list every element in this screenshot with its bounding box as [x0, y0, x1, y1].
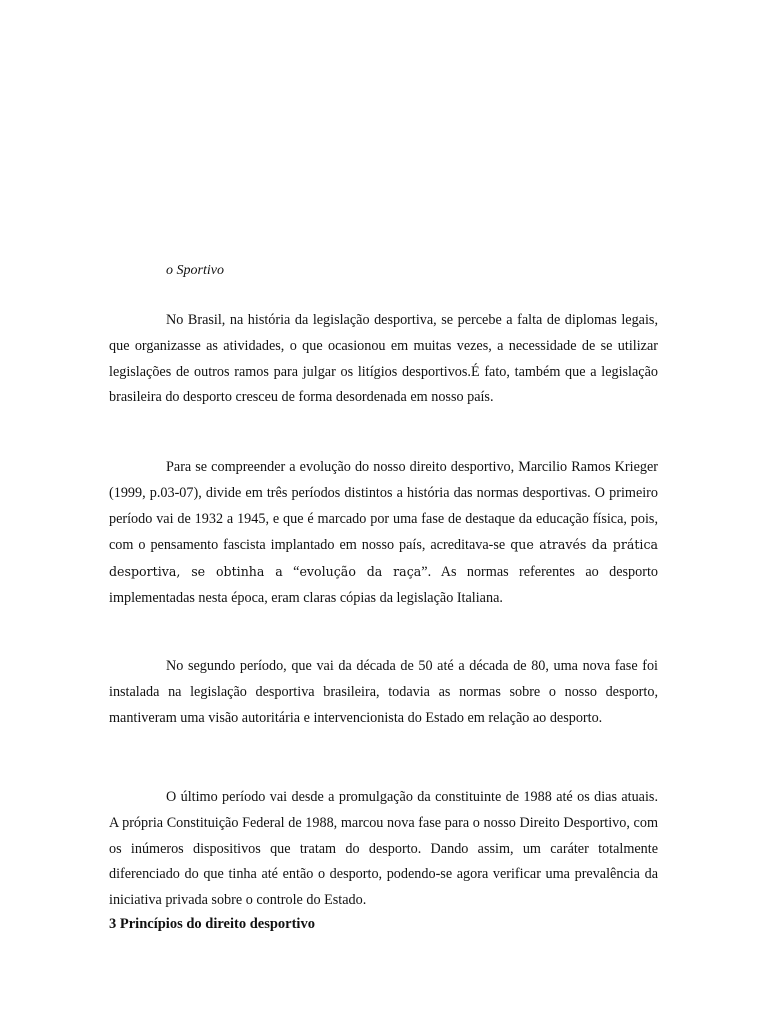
- paragraph-second-period: No segundo período, que vai da década de 50 até a década de 80, uma nova fase foi instalada na legislação desportiva brasileira, todavia as normas sobre o nosso desporto, mantiveram uma visão autoritária e intervencionista do Estado em relação ao desporto.: [109, 658, 658, 726]
- paragraph-text-alt-font: que através da prática desportiva, se obtinha a: [109, 537, 658, 580]
- paragraph-text: “: [282, 564, 300, 581]
- paragraph-legislation-history: No Brasil, na história da legislação desportiva, se percebe a falta de diplomas legais, que organizasse as atividades, o que ocasionou em muitas vezes, a necessidade de se utilizar legislações de outros ramos para julgar os litígios desportivos.É fato, também que a legislação brasileira do desporto cresceu de forma desordenada em nosso país.: [109, 312, 658, 406]
- paragraph-last-period: O último período vai desde a promulgação da constituinte de 1988 até os dias atuais. A própria Constituição Federal de 1988, marcou nova fase para o nosso Direito Desportivo, com os inúmeros dispositivos que tratam do desporto. Dando assim, um caráter totalmente diferenciado do que tinha até então o desporto, podendo-se agora verificar uma prevalência da iniciativa privada sobre o controle do Estado.: [109, 789, 658, 909]
- paragraph-text: ”. As normas referentes ao desporto implementadas nesta época, eram claras cópias da legislação Italiana.: [109, 564, 658, 606]
- paragraph-text: Para se compreender a evolução do nosso direito desportivo, Marcilio Ramos Krieger (1999, p.03-07), divide em três períodos distintos a história das normas desportivas. O primeiro período vai de 1932 a 1945, e que é marcado por uma fase de destaque da educação física, pois, com o pensamento fascista implantado em nosso país, acreditava-se: [109, 459, 658, 554]
- section-subtitle: o Sportivo: [166, 263, 224, 278]
- section-heading: 3 Princípios do direito desportivo: [109, 916, 315, 932]
- paragraph-evolution-periods: [109, 455, 658, 612]
- paragraph-quote-alt-font: evolução da raça: [299, 564, 422, 580]
